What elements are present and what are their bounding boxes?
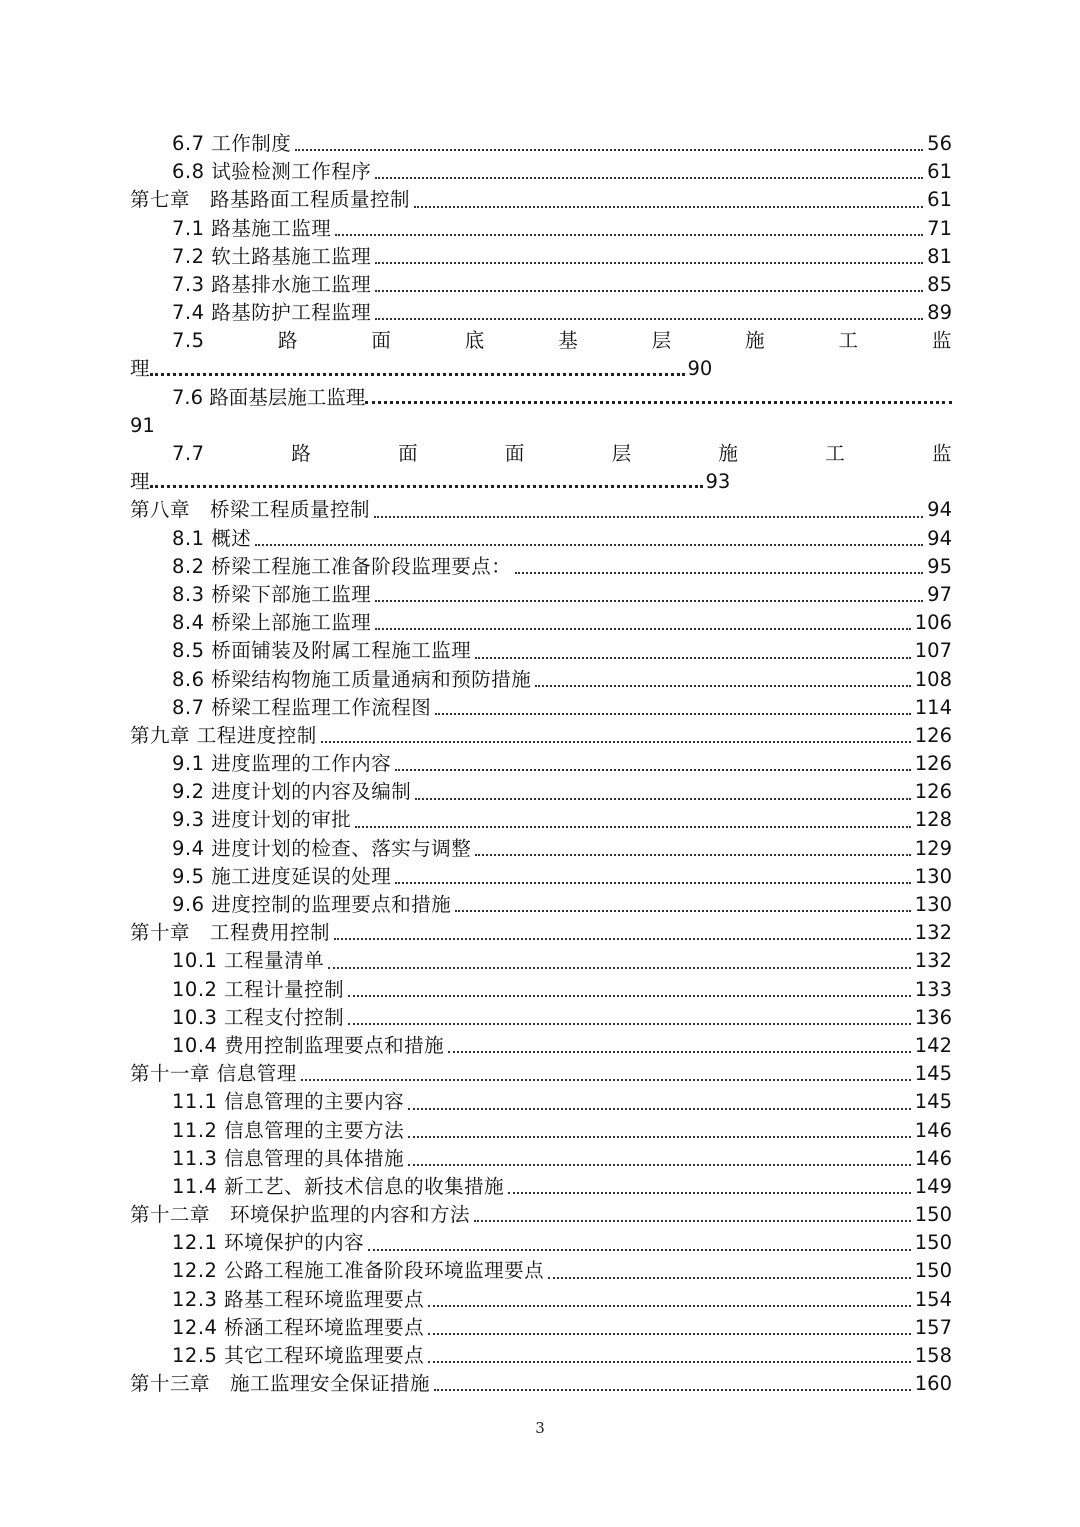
toc-entry[interactable]	[130, 130, 952, 158]
toc-entry-title: 12.4 桥涵工程环境监理要点	[172, 1315, 425, 1339]
toc-entry-title: 12.5 其它工程环境监理要点	[172, 1344, 425, 1368]
toc-title-char: 基	[558, 329, 579, 353]
toc-entry-title: 第七章 路基路面工程质量控制	[130, 188, 411, 212]
toc-entry[interactable]	[130, 299, 952, 327]
toc-entry[interactable]	[130, 807, 952, 835]
toc-entry-title-cont: 理	[130, 470, 150, 494]
toc-title-char: 面	[371, 329, 392, 353]
toc-entry[interactable]	[130, 1173, 952, 1201]
dot-leader	[328, 966, 911, 969]
dot-leader	[395, 768, 911, 771]
dot-leader	[375, 176, 923, 179]
dot-leader	[368, 1248, 911, 1251]
toc-entry-page: 145	[914, 1062, 952, 1086]
toc-entry[interactable]	[130, 271, 952, 299]
dot-leader	[335, 233, 923, 236]
dot-leader	[415, 797, 911, 800]
toc-entry-page: 56	[927, 131, 952, 155]
toc-title-char: 路	[291, 442, 312, 466]
toc-entry-title: 第十二章 环境保护监理的内容和方法	[130, 1203, 471, 1227]
dot-leader	[428, 1332, 911, 1335]
toc-entry-title: 12.1 环境保护的内容	[172, 1231, 365, 1255]
toc-entry-page: 150	[914, 1203, 952, 1227]
toc-entry-title	[172, 327, 952, 355]
dot-leader	[535, 684, 911, 687]
toc-entry-page: 91	[130, 413, 155, 437]
dot-leader	[375, 289, 923, 292]
toc-entry-page: 71	[927, 216, 952, 240]
toc-entry[interactable]	[130, 778, 952, 806]
toc-entry-title: 8.5 桥面铺装及附属工程施工监理	[172, 639, 472, 663]
table-of-contents	[130, 130, 952, 1398]
toc-entry-title	[172, 440, 952, 468]
toc-entry-title: 9.1 进度监理的工作内容	[172, 752, 392, 776]
toc-chapter[interactable]	[130, 919, 952, 947]
toc-entry-page: 108	[914, 667, 952, 691]
dot-leader	[475, 853, 911, 856]
dot-leader	[434, 1388, 911, 1391]
dot-leader	[395, 881, 911, 884]
toc-entry-page: 130	[914, 864, 952, 888]
toc-entry-title: 11.4 新工艺、新技术信息的收集措施	[172, 1174, 505, 1198]
dot-leader	[548, 1276, 911, 1279]
toc-entry-title: 10.2 工程计量控制	[172, 977, 345, 1001]
toc-entry-title: 10.3 工程支付控制	[172, 1005, 345, 1029]
toc-entry-title: 9.3 进度计划的审批	[172, 808, 352, 832]
toc-entry[interactable]	[130, 1258, 952, 1286]
dot-leader	[408, 1163, 911, 1166]
toc-entry-page: 150	[914, 1231, 952, 1255]
toc-title-char: 7.5	[172, 329, 205, 353]
dot-leader	[301, 1078, 911, 1081]
toc-entry[interactable]	[130, 1145, 952, 1173]
toc-title-char: 层	[611, 442, 632, 466]
toc-entry-page: 94	[927, 526, 952, 550]
dot-leader	[375, 599, 923, 602]
toc-entry[interactable]	[130, 1117, 952, 1145]
toc-entry-page: 129	[914, 836, 952, 860]
toc-entry-page: 150	[914, 1259, 952, 1283]
toc-entry[interactable]	[130, 750, 952, 778]
toc-chapter[interactable]	[130, 1201, 952, 1229]
dot-leader	[255, 543, 923, 546]
toc-entry-page: 97	[927, 582, 952, 606]
dot-leader	[475, 656, 911, 659]
toc-entry-page: 90	[687, 357, 713, 381]
toc-entry-page: 154	[914, 1287, 952, 1311]
toc-entry-page: 61	[927, 188, 952, 212]
dot-leader	[321, 740, 911, 743]
toc-entry-page: 158	[914, 1344, 952, 1368]
toc-chapter[interactable]	[130, 186, 952, 214]
toc-entry-page: 142	[914, 1033, 952, 1057]
dot-leader	[428, 1304, 911, 1307]
toc-entry-page: 157	[914, 1315, 952, 1339]
toc-title-char: 面	[398, 442, 419, 466]
toc-entry-page: 106	[914, 611, 952, 635]
toc-entry-title: 6.8 试验检测工作程序	[172, 160, 372, 184]
toc-entry-title: 10.1 工程量清单	[172, 949, 325, 973]
toc-entry-title: 第十一章 信息管理	[130, 1062, 297, 1086]
toc-chapter[interactable]	[130, 722, 952, 750]
toc-entry-title: 7.1 路基施工监理	[172, 216, 332, 240]
toc-entry-title: 10.4 费用控制监理要点和措施	[172, 1033, 445, 1057]
dot-leader	[515, 571, 923, 574]
toc-entry-title: 第八章 桥梁工程质量控制	[130, 498, 371, 522]
toc-entry[interactable]	[130, 384, 952, 412]
toc-entry[interactable]	[130, 1342, 952, 1370]
toc-entry[interactable]	[130, 243, 952, 271]
toc-entry-page: 95	[927, 554, 952, 578]
dot-leader	[414, 205, 923, 208]
toc-entry-page: 136	[914, 1005, 952, 1029]
toc-entry-title: 11.3 信息管理的具体措施	[172, 1146, 405, 1170]
dot-leader	[428, 1360, 911, 1363]
toc-entry[interactable]	[130, 666, 952, 694]
toc-entry[interactable]	[130, 976, 952, 1004]
toc-entry-title: 12.2 公路工程施工准备阶段环境监理要点	[172, 1259, 545, 1283]
toc-title-char: 工	[825, 442, 846, 466]
dot-leader	[408, 1107, 911, 1110]
toc-title-char: 路	[277, 329, 298, 353]
toc-entry-page: 61	[927, 160, 952, 184]
toc-entry-page: 146	[914, 1118, 952, 1142]
toc-entry[interactable]	[130, 158, 952, 186]
toc-entry[interactable]	[130, 835, 952, 863]
toc-entry[interactable]	[130, 440, 952, 468]
toc-entry-title: 7.4 路基防护工程监理	[172, 301, 372, 325]
dot-leader	[150, 372, 685, 376]
toc-entry[interactable]	[130, 609, 952, 637]
toc-entry-title: 8.2 桥梁工程施工准备阶段监理要点：	[172, 554, 512, 578]
toc-entry-page: 132	[914, 949, 952, 973]
toc-title-char: 7.7	[172, 442, 205, 466]
toc-entry[interactable]	[130, 947, 952, 975]
toc-entry-continuation[interactable]	[130, 356, 952, 384]
dot-leader	[355, 825, 911, 828]
dot-leader	[348, 994, 911, 997]
toc-entry-title: 12.3 路基工程环境监理要点	[172, 1287, 425, 1311]
toc-title-char: 面	[504, 442, 525, 466]
toc-entry[interactable]	[130, 1286, 952, 1314]
toc-entry[interactable]	[130, 1004, 952, 1032]
dot-leader	[375, 317, 923, 320]
toc-entry-page: 85	[927, 272, 952, 296]
toc-entry-page: 114	[914, 695, 952, 719]
dot-leader	[508, 1191, 911, 1194]
toc-title-char: 工	[838, 329, 859, 353]
toc-entry-page: 130	[914, 893, 952, 917]
toc-entry-page: 126	[914, 752, 952, 776]
toc-title-char: 监	[931, 442, 952, 466]
toc-entry-title: 8.4 桥梁上部施工监理	[172, 611, 372, 635]
toc-entry-continuation[interactable]	[130, 468, 952, 496]
toc-entry[interactable]	[130, 694, 952, 722]
dot-leader	[448, 1050, 911, 1053]
toc-entry-page: 89	[927, 301, 952, 325]
toc-entry[interactable]	[130, 327, 952, 355]
dot-leader	[375, 261, 923, 264]
toc-entry-page: 146	[914, 1146, 952, 1170]
toc-entry-page: 145	[914, 1090, 952, 1114]
toc-entry-page: 132	[914, 921, 952, 945]
toc-entry-title: 9.4 进度计划的检查、落实与调整	[172, 836, 472, 860]
toc-entry-title: 11.1 信息管理的主要内容	[172, 1090, 405, 1114]
toc-entry-page: 126	[914, 780, 952, 804]
dot-leader	[295, 148, 923, 151]
toc-entry-title: 第九章 工程进度控制	[130, 723, 317, 747]
toc-entry[interactable]	[130, 863, 952, 891]
toc-entry[interactable]	[130, 637, 952, 665]
toc-chapter[interactable]	[130, 1060, 952, 1088]
toc-entry-title: 9.5 施工进度延误的处理	[172, 864, 392, 888]
toc-entry-title: 8.1 概述	[172, 526, 252, 550]
toc-entry-page: 149	[914, 1174, 952, 1198]
toc-entry[interactable]	[130, 1229, 952, 1257]
toc-entry-title: 第十三章 施工监理安全保证措施	[130, 1372, 431, 1396]
toc-entry-title: 7.3 路基排水施工监理	[172, 272, 372, 296]
page-number: 3	[535, 1419, 545, 1437]
dot-leader	[435, 712, 911, 715]
toc-entry-page: 94	[927, 498, 952, 522]
toc-entry-title: 8.6 桥梁结构物施工质量通病和预防措施	[172, 667, 532, 691]
toc-entry[interactable]	[130, 1088, 952, 1116]
toc-entry-continuation[interactable]	[130, 412, 952, 440]
toc-title-char: 施	[718, 442, 739, 466]
toc-entry-title: 8.3 桥梁下部施工监理	[172, 582, 372, 606]
toc-entry-page: 133	[914, 977, 952, 1001]
dot-leader	[455, 909, 911, 912]
toc-entry[interactable]	[130, 553, 952, 581]
toc-entry-page: 160	[914, 1372, 952, 1396]
toc-entry-page: 81	[927, 244, 952, 268]
toc-chapter[interactable]	[130, 496, 952, 524]
toc-entry-page: 126	[914, 723, 952, 747]
toc-entry[interactable]	[130, 581, 952, 609]
dot-leader	[150, 484, 703, 488]
toc-entry-page: 93	[705, 470, 731, 494]
toc-entry-title: 9.6 进度控制的监理要点和措施	[172, 893, 452, 917]
toc-entry-title: 7.6 路面基层施工监理	[172, 385, 366, 409]
toc-chapter[interactable]	[130, 1370, 952, 1398]
toc-entry-title: 11.2 信息管理的主要方法	[172, 1118, 405, 1142]
dot-leader	[365, 400, 952, 404]
dot-leader	[408, 1135, 911, 1138]
toc-title-char: 监	[931, 329, 952, 353]
toc-title-char: 层	[651, 329, 672, 353]
toc-entry[interactable]	[130, 891, 952, 919]
toc-entry-title: 9.2 进度计划的内容及编制	[172, 780, 412, 804]
toc-entry-title-cont: 理	[130, 357, 150, 381]
toc-entry-title: 6.7 工作制度	[172, 131, 292, 155]
toc-entry-page: 107	[914, 639, 952, 663]
dot-leader	[374, 515, 923, 518]
toc-entry-title: 第十章 工程费用控制	[130, 921, 331, 945]
dot-leader	[375, 627, 911, 630]
toc-entry[interactable]	[130, 525, 952, 553]
toc-entry[interactable]	[130, 1032, 952, 1060]
toc-entry-title: 8.7 桥梁工程监理工作流程图	[172, 695, 432, 719]
dot-leader	[348, 1022, 911, 1025]
toc-entry-title: 7.2 软土路基施工监理	[172, 244, 372, 268]
toc-title-char: 施	[745, 329, 766, 353]
toc-entry-page: 128	[914, 808, 952, 832]
toc-entry[interactable]	[130, 1314, 952, 1342]
dot-leader	[474, 1219, 911, 1222]
dot-leader	[334, 937, 911, 940]
toc-entry[interactable]	[130, 215, 952, 243]
toc-title-char: 底	[464, 329, 485, 353]
